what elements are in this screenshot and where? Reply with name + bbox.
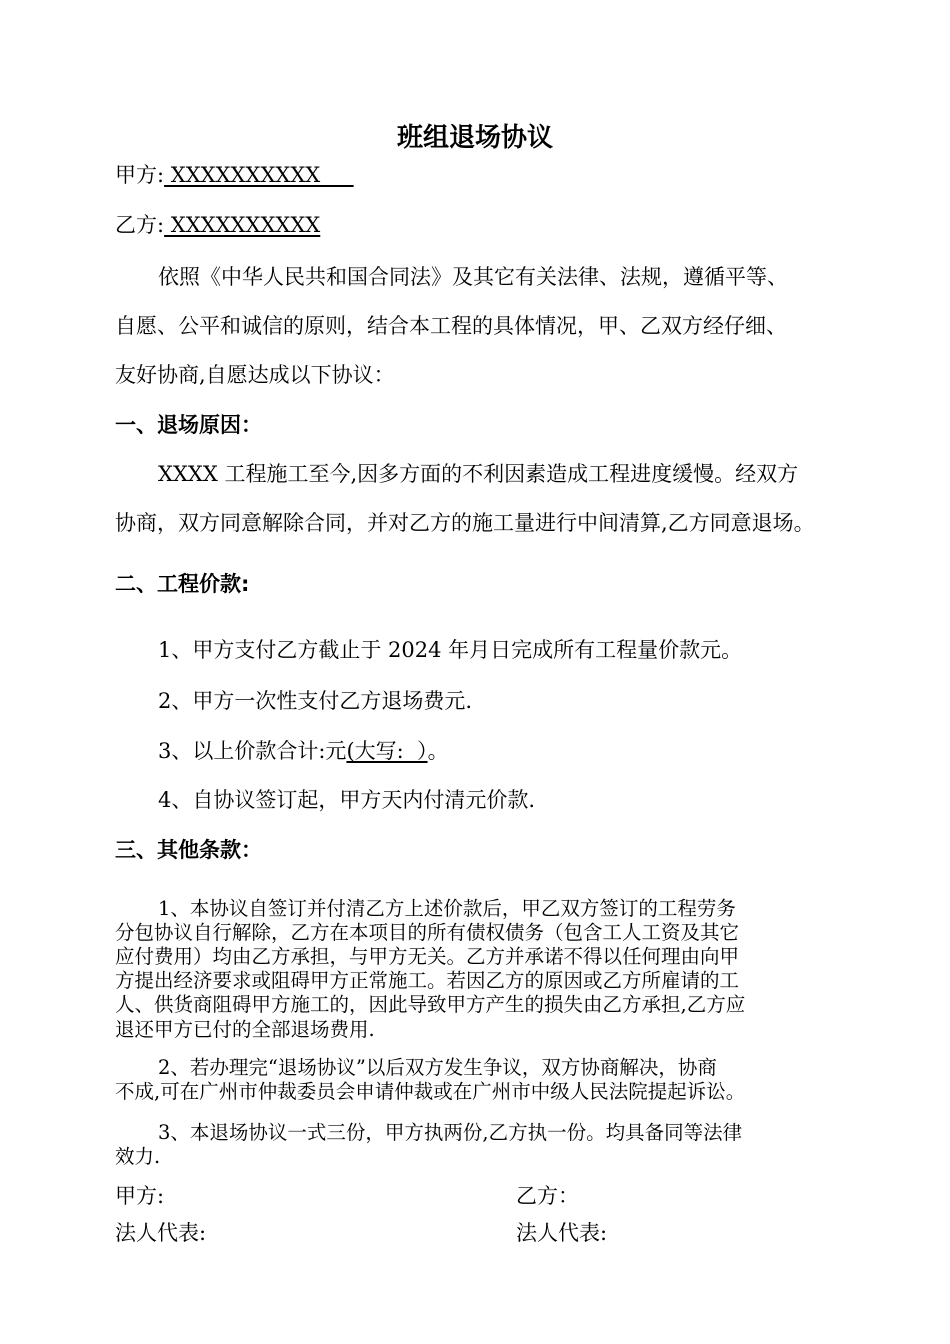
- intro-line: 友好协商,自愿达成以下协议：: [115, 363, 395, 387]
- section-paragraph-line: 协商，双方同意解除合同，并对乙方的施工量进行中间清算,乙方同意退场。: [115, 511, 815, 535]
- clause-line: 3、本退场协议一式三份，甲方执两份,乙方执一份。均具备同等法律: [158, 1121, 743, 1144]
- payment-item: [158, 738, 449, 764]
- signature-party-a: 甲方:: [115, 1184, 165, 1208]
- payment-item: 1、甲方支付乙方截止于 2024 年月日完成所有工程量价款元。: [158, 638, 743, 662]
- payment-item-end: 。: [427, 739, 449, 763]
- party-a-value: XXXXXXXXXX: [164, 163, 354, 187]
- signature-party-b: 乙方：: [516, 1184, 579, 1208]
- payment-amount-words: (大写: ）: [346, 739, 428, 763]
- party-b-label: 乙方:: [115, 213, 165, 237]
- party-b-line: [115, 212, 320, 238]
- clause-line: 1、本协议自签订并付清乙方上述价款后，甲乙双方签订的工程劳务: [158, 897, 736, 920]
- clause-line: 2、若办理完“退场协议”以后双方发生争议，双方协商解决，协商: [158, 1056, 717, 1079]
- payment-item: 2、甲方一次性支付乙方退场费元.: [158, 689, 473, 713]
- signature-rep-b: 法人代表:: [516, 1221, 608, 1245]
- signature-rep-a: 法人代表:: [115, 1221, 207, 1245]
- section-paragraph-line: XXXX 工程施工至今,因多方面的不利因素造成工程进度缓慢。经双方: [158, 462, 799, 486]
- section-heading: 一、退场原因：: [115, 413, 262, 437]
- clause-line: 效力.: [115, 1145, 161, 1168]
- section-heading: 二、工程价款:: [115, 572, 250, 596]
- intro-line: 自愿、公平和诚信的原则，结合本工程的具体情况，甲、乙双方经仔细、: [115, 314, 787, 338]
- clause-line: 人、供货商阻碍甲方施工的，因此导致甲方产生的损失由乙方承担,乙方应: [115, 993, 746, 1016]
- document-title: 班组退场协议: [396, 123, 553, 153]
- clause-line: 退还甲方已付的全部退场费用.: [115, 1018, 375, 1041]
- party-b-value: XXXXXXXXXX: [164, 213, 321, 237]
- party-a-label: 甲方:: [115, 163, 165, 187]
- clause-line: 分包协议自行解除，乙方在本项目的所有债权债务（包含工人工资及其它: [115, 921, 740, 944]
- clause-line: 不成,可在广州市仲裁委员会申请仲裁或在广州市中级人民法院提起诉讼。: [115, 1080, 746, 1103]
- payment-item: 4、自协议签订起，甲方天内付清元价款.: [158, 788, 536, 812]
- payment-item-text: 3、以上价款合计:元: [158, 739, 347, 763]
- clause-line: 方提出经济要求或阻碍甲方正常施工。若因乙方的原因或乙方所雇请的工: [115, 969, 740, 992]
- intro-line: 依照《中华人民共和国合同法》及其它有关法律、法规，遵循平等、: [158, 265, 788, 289]
- section-heading: 三、其他条款：: [115, 838, 262, 862]
- party-a-line: [115, 162, 354, 188]
- clause-line: 应付费用）均由乙方承担，与甲方无关。乙方并承诺不得以任何理由向甲: [115, 945, 740, 968]
